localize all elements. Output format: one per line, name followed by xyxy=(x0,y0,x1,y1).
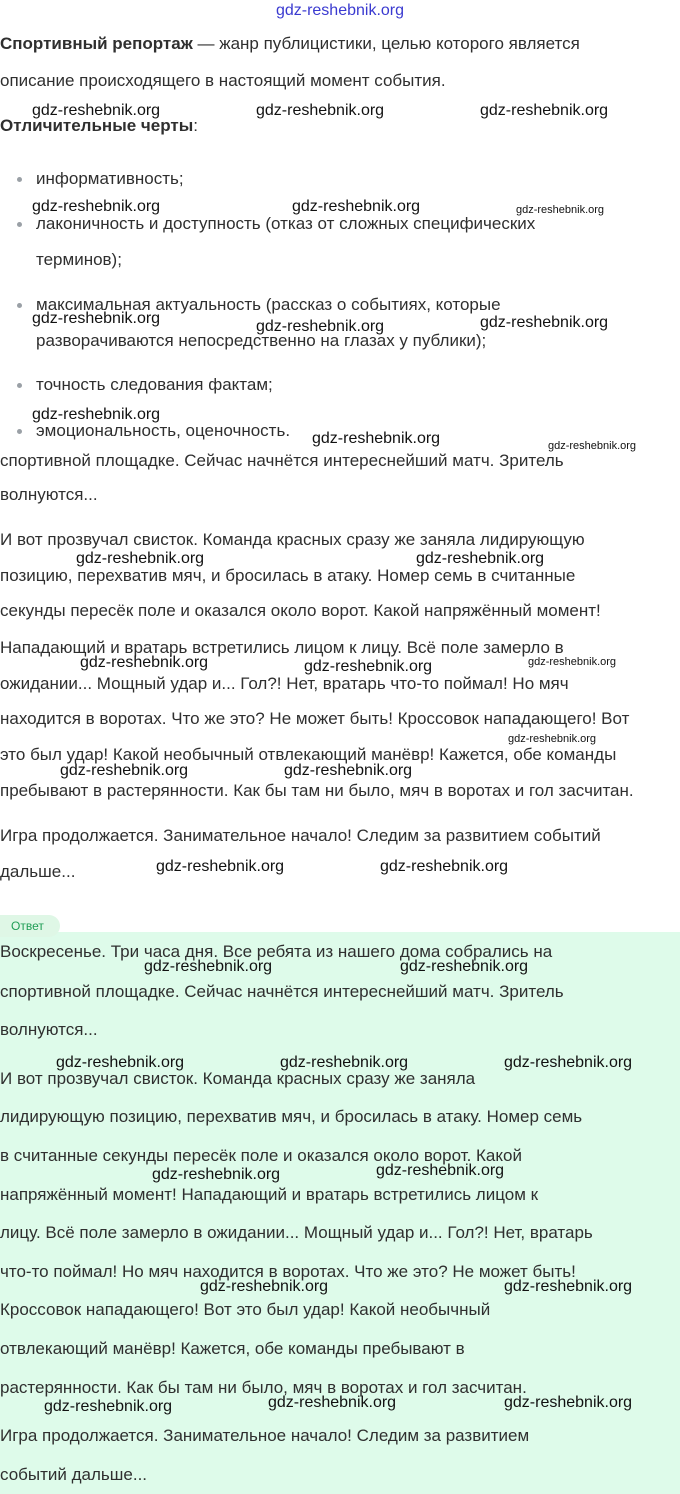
features-colon: : xyxy=(193,116,198,135)
watermark: gdz-reshebnik.org xyxy=(268,1394,397,1411)
bullet-icon xyxy=(17,222,22,227)
watermark: gdz-reshebnik.org xyxy=(80,654,209,671)
watermark: gdz-reshebnik.org xyxy=(144,958,273,975)
watermark: gdz-reshebnik.org xyxy=(280,1054,409,1071)
answer-line: напряжённый момент! Нападающий и вратарь встретились лицом к xyxy=(0,1185,539,1204)
answer-line: растерянности. Как бы там ни было, мяч в воротах и гол засчитан. xyxy=(0,1378,527,1397)
definition-line-2: описание происходящего в настоящий момент события. xyxy=(0,71,446,90)
definition-line-1 xyxy=(0,33,580,55)
feature-item: максимальная актуальность (рассказ о событиях, которые xyxy=(36,295,501,314)
watermark: gdz-reshebnik.org xyxy=(76,550,205,567)
watermark: gdz-reshebnik.org xyxy=(400,958,529,975)
watermark: gdz-reshebnik.org xyxy=(256,318,385,335)
feature-item-continuation: терминов); xyxy=(36,250,122,269)
watermark: gdz-reshebnik.org xyxy=(60,762,189,779)
watermark: gdz-reshebnik.org xyxy=(200,1278,329,1295)
watermark: gdz-reshebnik.org xyxy=(152,1166,281,1183)
answer-line: лидирующую позицию, перехватив мяч, и бросилась в атаку. Номер семь xyxy=(0,1107,583,1126)
watermark: gdz-reshebnik.org xyxy=(508,733,597,745)
answer-badge: Ответ xyxy=(0,915,60,937)
watermark: gdz-reshebnik.org xyxy=(380,858,509,875)
watermark: gdz-reshebnik.org xyxy=(32,406,161,423)
watermark: gdz-reshebnik.org xyxy=(516,204,605,216)
feature-item-continuation: разворачиваются непосредственно на глазах у публики); xyxy=(36,331,487,350)
answer-line: волнуются... xyxy=(0,1020,98,1039)
example-line: И вот прозвучал свисток. Команда красных сразу же заняла лидирующую xyxy=(0,530,585,549)
example-line: волнуются... xyxy=(0,485,98,504)
watermark: gdz-reshebnik.org xyxy=(304,658,433,675)
watermark: gdz-reshebnik.org xyxy=(156,858,285,875)
answer-line: отвлекающий манёвр! Кажется, обе команды пребывают в xyxy=(0,1339,465,1358)
feature-item: эмоциональность, оценочность. xyxy=(36,421,291,440)
answer-line: в считанные секунды пересёк поле и оказался около ворот. Какой xyxy=(0,1146,522,1165)
watermark: gdz-reshebnik.org xyxy=(56,1054,185,1071)
answer-line: И вот прозвучал свисток. Команда красных сразу же заняла xyxy=(0,1069,476,1088)
watermark: gdz-reshebnik.org xyxy=(376,1162,505,1179)
watermark: gdz-reshebnik.org xyxy=(480,102,609,119)
bullet-icon xyxy=(17,177,22,182)
features-heading: Отличительные черты xyxy=(0,116,194,135)
watermark: gdz-reshebnik.org xyxy=(44,1398,173,1415)
example-line: позицию, перехватив мяч, и бросилась в атаку. Номер семь в считанные xyxy=(0,566,576,585)
bullet-icon xyxy=(17,303,22,308)
answer-line: Кроссовок нападающего! Вот это был удар! Какой необычный xyxy=(0,1300,491,1319)
watermark: gdz-reshebnik.org xyxy=(32,102,161,119)
watermark: gdz-reshebnik.org xyxy=(528,656,617,668)
definition-text: — жанр публицистики, целью которого является xyxy=(192,34,580,53)
example-line: пребывают в растерянности. Как бы там ни было, мяч в воротах и гол засчитан. xyxy=(0,781,634,800)
watermark: gdz-reshebnik.org xyxy=(480,314,609,331)
watermark: gdz-reshebnik.org xyxy=(256,102,385,119)
watermark: gdz-reshebnik.org xyxy=(416,550,545,567)
example-line: дальше... xyxy=(0,862,76,881)
watermark: gdz-reshebnik.org xyxy=(32,198,161,215)
example-line: секунды пересёк поле и оказался около ворот. Какой напряжённый момент! xyxy=(0,601,601,620)
watermark: gdz-reshebnik.org xyxy=(504,1394,633,1411)
answer-line: спортивной площадке. Сейчас начнётся интереснейший матч. Зритель xyxy=(0,982,564,1001)
answer-line: событий дальше... xyxy=(0,1465,148,1484)
watermark: gdz-reshebnik.org xyxy=(312,430,441,447)
example-line: это был удар! Какой необычный отвлекающий манёвр! Кажется, обе команды xyxy=(0,745,617,764)
watermark: gdz-reshebnik.org xyxy=(504,1278,633,1295)
example-line: Нападающий и вратарь встретились лицом к лицу. Всё поле замерло в xyxy=(0,638,564,657)
answer-line: Игра продолжается. Занимательное начало! Следим за развитием xyxy=(0,1426,530,1445)
example-line: Игра продолжается. Занимательное начало! Следим за развитием событий xyxy=(0,826,601,845)
answer-line: Воскресенье. Три часа дня. Все ребята из нашего дома собрались на xyxy=(0,942,553,961)
watermark: gdz-reshebnik.org xyxy=(504,1054,633,1071)
example-line: ожидании... Мощный удар и... Гол?! Нет, вратарь что-то поймал! Но мяч xyxy=(0,674,569,693)
answer-line: что-то поймал! Но мяч находится в воротах. Что же это? Не может быть! xyxy=(0,1262,576,1281)
definition-term: Спортивный репортаж xyxy=(0,34,193,53)
watermark-top[interactable]: gdz-reshebnik.org xyxy=(275,2,405,19)
feature-item: точность следования фактам; xyxy=(36,375,273,394)
feature-item: лаконичность и доступность (отказ от сложных специфических xyxy=(36,214,536,233)
example-line: спортивной площадке. Сейчас начнётся интереснейший матч. Зритель xyxy=(0,451,564,470)
watermark: gdz-reshebnik.org xyxy=(548,440,637,452)
watermark: gdz-reshebnik.org xyxy=(292,198,421,215)
bullet-icon xyxy=(17,383,22,388)
watermark: gdz-reshebnik.org xyxy=(32,310,161,327)
answer-line: лицу. Всё поле замерло в ожидании... Мощный удар и... Гол?! Нет, вратарь xyxy=(0,1223,593,1242)
example-line: находится в воротах. Что же это? Не может быть! Кроссовок нападающего! Вот xyxy=(0,709,630,728)
bullet-icon xyxy=(17,429,22,434)
watermark: gdz-reshebnik.org xyxy=(284,762,413,779)
feature-item: информативность; xyxy=(36,169,184,188)
